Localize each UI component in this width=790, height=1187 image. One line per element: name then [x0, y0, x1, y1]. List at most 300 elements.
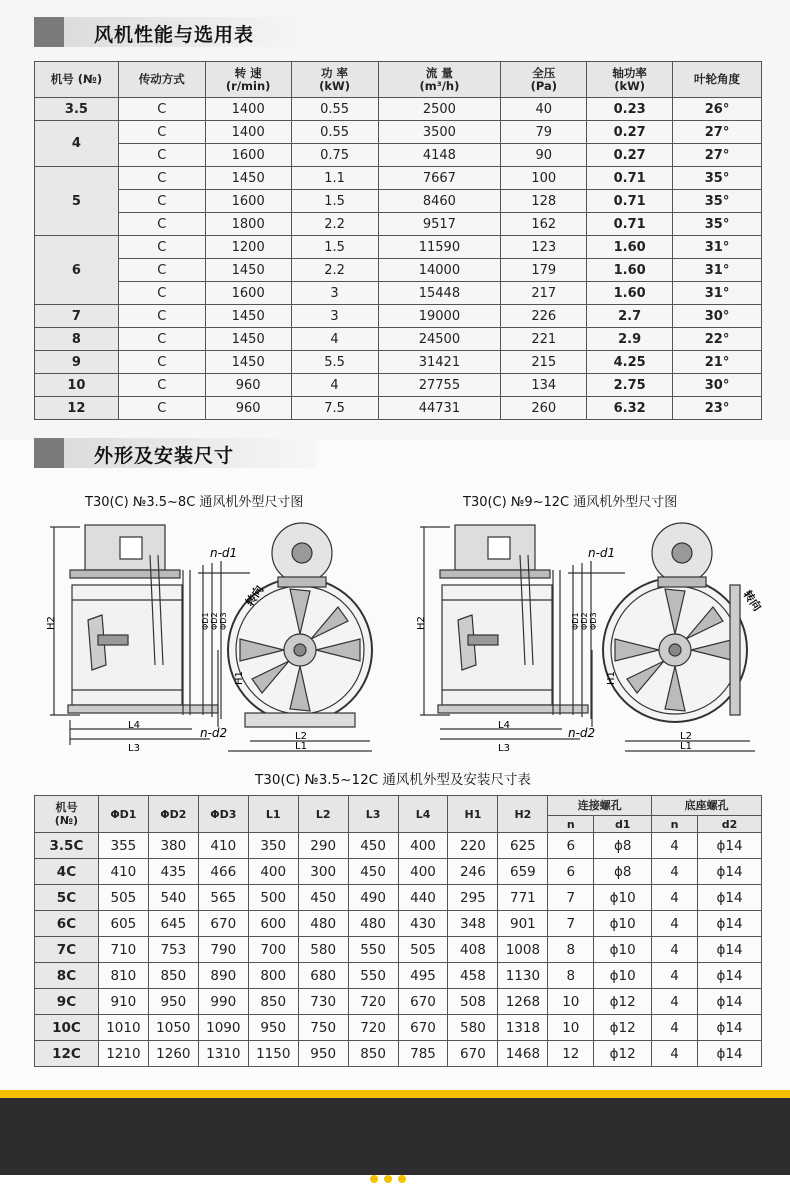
table-cell: ϕ14: [698, 833, 762, 859]
table-row: [35, 937, 762, 963]
dimension-table-caption: T30(C) №3.5~12C 通风机外型及安装尺寸表: [255, 772, 531, 788]
column-header: H1: [448, 796, 498, 833]
table-cell: C: [118, 351, 205, 374]
table-cell: ϕ14: [698, 1015, 762, 1041]
table-cell: 430: [398, 911, 448, 937]
table-cell: 380: [148, 833, 198, 859]
table-cell: 21°: [673, 351, 762, 374]
table-cell: 179: [501, 259, 587, 282]
table-cell: 79: [501, 121, 587, 144]
table-cell: 495: [398, 963, 448, 989]
table-cell: 960: [205, 374, 291, 397]
table-row: [35, 911, 762, 937]
table-cell: 1600: [205, 190, 291, 213]
table-cell: 348: [448, 911, 498, 937]
footer-band: [0, 1098, 790, 1175]
direction-label: 转向: [243, 583, 267, 609]
table-cell: 400: [248, 859, 298, 885]
table-cell: 4: [652, 859, 698, 885]
table-cell: C: [118, 397, 205, 420]
table-cell: 1600: [205, 282, 291, 305]
table-cell: ϕ10: [594, 911, 652, 937]
table-cell: 1.60: [587, 282, 673, 305]
model-number-cell: 4: [35, 121, 119, 167]
table-cell: 1400: [205, 98, 291, 121]
h1-label: H1: [606, 671, 617, 685]
table-cell: 2500: [378, 98, 501, 121]
table-cell: 435: [148, 859, 198, 885]
table-cell: 8: [548, 937, 594, 963]
table-cell: 1268: [498, 989, 548, 1015]
table-row: [35, 305, 762, 328]
table-cell: 7: [548, 885, 594, 911]
model-number-cell: 10: [35, 374, 119, 397]
table-cell: 1.60: [587, 236, 673, 259]
column-header: L3: [348, 796, 398, 833]
l1-label: L1: [680, 741, 692, 752]
table-cell: 950: [248, 1015, 298, 1041]
table-cell: 0.71: [587, 213, 673, 236]
table-cell: ϕ14: [698, 937, 762, 963]
table-cell: 670: [398, 1015, 448, 1041]
sub-header: n: [548, 816, 594, 833]
table-cell: 0.27: [587, 121, 673, 144]
section-marker: [34, 17, 64, 47]
table-cell: 890: [198, 963, 248, 989]
table-cell: 2.2: [291, 213, 378, 236]
table-cell: 0.23: [587, 98, 673, 121]
table-cell: ϕ14: [698, 911, 762, 937]
table-cell: 910: [98, 989, 148, 1015]
column-header: ΦD2: [148, 796, 198, 833]
table-cell: 625: [498, 833, 548, 859]
table-row: [35, 1015, 762, 1041]
table-cell: 26°: [673, 98, 762, 121]
d1-label: ΦD1: [201, 612, 210, 630]
d1-label: ΦD1: [571, 612, 580, 630]
table-cell: 2.7: [587, 305, 673, 328]
d3-label: ΦD3: [219, 612, 228, 630]
table-cell: 410: [198, 833, 248, 859]
table-cell: 408: [448, 937, 498, 963]
table-cell: 850: [248, 989, 298, 1015]
model-number-cell: 4C: [35, 859, 99, 885]
table-cell: 355: [98, 833, 148, 859]
column-header: L4: [398, 796, 448, 833]
table-cell: 27755: [378, 374, 501, 397]
d2-label: ΦD2: [210, 612, 219, 630]
table-cell: 4: [652, 989, 698, 1015]
table-cell: 600: [248, 911, 298, 937]
group-header-base: 底座螺孔: [652, 796, 762, 816]
table-cell: 950: [298, 1041, 348, 1067]
table-cell: 540: [148, 885, 198, 911]
table-cell: 710: [98, 937, 148, 963]
table-cell: 4: [652, 937, 698, 963]
table-cell: 1130: [498, 963, 548, 989]
section-marker: [34, 438, 64, 468]
table-cell: 4: [652, 911, 698, 937]
group-header-connection: 连接螺孔: [548, 796, 652, 816]
h1-label: H1: [234, 671, 245, 685]
table-cell: 480: [348, 911, 398, 937]
table-cell: C: [118, 167, 205, 190]
table-cell: 1468: [498, 1041, 548, 1067]
model-number-cell: 5: [35, 167, 119, 236]
table-cell: 810: [98, 963, 148, 989]
table-cell: 7667: [378, 167, 501, 190]
model-number-cell: 9C: [35, 989, 99, 1015]
table-cell: 35°: [673, 213, 762, 236]
table-cell: C: [118, 98, 205, 121]
table-cell: C: [118, 374, 205, 397]
table-header-row: [35, 62, 762, 98]
table-cell: C: [118, 236, 205, 259]
table-cell: 1310: [198, 1041, 248, 1067]
table-cell: 220: [448, 833, 498, 859]
table-cell: 450: [348, 859, 398, 885]
table-cell: 950: [148, 989, 198, 1015]
table-row: [35, 374, 762, 397]
table-cell: 27°: [673, 121, 762, 144]
nd2-label: n-d2: [200, 726, 228, 740]
table-cell: 440: [398, 885, 448, 911]
table-cell: 1318: [498, 1015, 548, 1041]
table-cell: 480: [298, 911, 348, 937]
table-cell: 1450: [205, 305, 291, 328]
table-cell: 10: [548, 1015, 594, 1041]
table-cell: 0.27: [587, 144, 673, 167]
table-cell: 215: [501, 351, 587, 374]
table-cell: 30°: [673, 374, 762, 397]
table-cell: 1450: [205, 351, 291, 374]
table-cell: 670: [448, 1041, 498, 1067]
section-title: 风机性能与选用表: [94, 24, 255, 46]
table-cell: 550: [348, 937, 398, 963]
table-cell: 400: [398, 833, 448, 859]
table-cell: ϕ12: [594, 989, 652, 1015]
table-cell: 8: [548, 963, 594, 989]
direction-label: 转向: [740, 588, 764, 614]
model-number-cell: 6C: [35, 911, 99, 937]
table-row: [35, 121, 762, 144]
table-cell: 31°: [673, 236, 762, 259]
column-header: H2: [498, 796, 548, 833]
table-cell: 134: [501, 374, 587, 397]
table-cell: 580: [448, 1015, 498, 1041]
model-number-cell: 12C: [35, 1041, 99, 1067]
table-cell: 6.32: [587, 397, 673, 420]
table-cell: 960: [205, 397, 291, 420]
model-number-cell: 3.5: [35, 98, 119, 121]
table-cell: 4: [652, 833, 698, 859]
table-cell: 2.75: [587, 374, 673, 397]
table-cell: 0.55: [291, 121, 378, 144]
table-cell: 1450: [205, 328, 291, 351]
column-header: 功 率 (kW): [291, 62, 378, 98]
table-row: [35, 351, 762, 374]
table-cell: ϕ8: [594, 833, 652, 859]
nd1-label: n-d1: [588, 546, 616, 560]
table-cell: 40: [501, 98, 587, 121]
table-cell: 450: [298, 885, 348, 911]
table-cell: 466: [198, 859, 248, 885]
model-number-cell: 7: [35, 305, 119, 328]
table-cell: 19000: [378, 305, 501, 328]
table-cell: 505: [398, 937, 448, 963]
table-cell: 400: [398, 859, 448, 885]
column-header: 叶轮角度: [673, 62, 762, 98]
table-cell: 645: [148, 911, 198, 937]
table-cell: 720: [348, 1015, 398, 1041]
d3-label: ΦD3: [589, 612, 598, 630]
table-cell: 12: [548, 1041, 594, 1067]
table-row: [35, 282, 762, 305]
table-cell: 100: [501, 167, 587, 190]
table-cell: ϕ12: [594, 1015, 652, 1041]
l4-label: L4: [128, 720, 140, 731]
l2-label: L2: [680, 731, 692, 742]
table-cell: 15448: [378, 282, 501, 305]
column-header: L1: [248, 796, 298, 833]
table-cell: 990: [198, 989, 248, 1015]
table-cell: 4: [652, 1015, 698, 1041]
table-cell: 1400: [205, 121, 291, 144]
table-cell: 4: [652, 1041, 698, 1067]
table-cell: 0.75: [291, 144, 378, 167]
table-cell: 221: [501, 328, 587, 351]
table-cell: C: [118, 144, 205, 167]
table-cell: 30°: [673, 305, 762, 328]
table-cell: 14000: [378, 259, 501, 282]
table-cell: ϕ14: [698, 989, 762, 1015]
table-cell: 1.5: [291, 236, 378, 259]
table-cell: 162: [501, 213, 587, 236]
table-cell: 670: [198, 911, 248, 937]
table-cell: 290: [298, 833, 348, 859]
table-row: [35, 259, 762, 282]
table-cell: ϕ14: [698, 885, 762, 911]
table-cell: 850: [348, 1041, 398, 1067]
table-cell: 790: [198, 937, 248, 963]
table-cell: 0.71: [587, 190, 673, 213]
table-cell: ϕ14: [698, 963, 762, 989]
l1-label: L1: [295, 741, 307, 752]
table-cell: 800: [248, 963, 298, 989]
table-cell: 659: [498, 859, 548, 885]
table-cell: C: [118, 190, 205, 213]
table-cell: 128: [501, 190, 587, 213]
table-cell: 730: [298, 989, 348, 1015]
table-cell: 1.1: [291, 167, 378, 190]
model-number-cell: 7C: [35, 937, 99, 963]
model-number-cell: 8: [35, 328, 119, 351]
table-cell: ϕ10: [594, 963, 652, 989]
table-cell: 226: [501, 305, 587, 328]
column-header: 全压 (Pa): [501, 62, 587, 98]
section-header-performance: [34, 17, 316, 47]
table-cell: 500: [248, 885, 298, 911]
table-cell: 7.5: [291, 397, 378, 420]
column-header: 轴功率 (kW): [587, 62, 673, 98]
table-cell: 580: [298, 937, 348, 963]
table-cell: C: [118, 213, 205, 236]
table-cell: 0.55: [291, 98, 378, 121]
sub-header: d1: [594, 816, 652, 833]
table-row: [35, 833, 762, 859]
table-cell: 0.71: [587, 167, 673, 190]
left-diagram-caption: T30(C) №3.5~8C 通风机外型尺寸图: [85, 495, 304, 510]
column-header: 机号 (№): [35, 62, 119, 98]
h2-label: H2: [416, 616, 427, 630]
l4-label: L4: [498, 720, 510, 731]
table-cell: 565: [198, 885, 248, 911]
table-cell: 350: [248, 833, 298, 859]
table-cell: 11590: [378, 236, 501, 259]
table-cell: 505: [98, 885, 148, 911]
table-cell: 4148: [378, 144, 501, 167]
table-cell: 260: [501, 397, 587, 420]
table-cell: 31°: [673, 259, 762, 282]
table-row: [35, 397, 762, 420]
table-cell: 680: [298, 963, 348, 989]
sub-header: n: [652, 816, 698, 833]
table-cell: 490: [348, 885, 398, 911]
table-cell: 450: [348, 833, 398, 859]
table-cell: 1800: [205, 213, 291, 236]
l3-label: L3: [498, 743, 510, 754]
table-cell: 750: [298, 1015, 348, 1041]
table-cell: 24500: [378, 328, 501, 351]
table-cell: 1050: [148, 1015, 198, 1041]
table-header-row: [35, 796, 762, 816]
table-cell: 1010: [98, 1015, 148, 1041]
table-row: [35, 963, 762, 989]
column-header: 流 量 (m³/h): [378, 62, 501, 98]
table-cell: 4: [291, 374, 378, 397]
table-cell: 7: [548, 911, 594, 937]
table-cell: 1200: [205, 236, 291, 259]
table-cell: 410: [98, 859, 148, 885]
table-cell: 6: [548, 833, 594, 859]
table-cell: 1008: [498, 937, 548, 963]
model-number-cell: 8C: [35, 963, 99, 989]
table-cell: 44731: [378, 397, 501, 420]
table-cell: C: [118, 259, 205, 282]
table-cell: 123: [501, 236, 587, 259]
table-cell: 850: [148, 963, 198, 989]
table-cell: 1210: [98, 1041, 148, 1067]
column-header: 传动方式: [118, 62, 205, 98]
d2-label: ΦD2: [580, 612, 589, 630]
table-cell: 1.60: [587, 259, 673, 282]
model-number-cell: 3.5C: [35, 833, 99, 859]
section-header-dimensions: [34, 438, 316, 468]
column-header: L2: [298, 796, 348, 833]
table-cell: 670: [398, 989, 448, 1015]
l2-label: L2: [295, 731, 307, 742]
right-diagram-caption: T30(C) №9~12C 通风机外型尺寸图: [463, 495, 678, 510]
table-cell: 1090: [198, 1015, 248, 1041]
table-row: [35, 989, 762, 1015]
dimension-table: [34, 795, 762, 1067]
column-header: ΦD1: [98, 796, 148, 833]
table-cell: 550: [348, 963, 398, 989]
table-cell: 295: [448, 885, 498, 911]
fan-diagram-right: [410, 515, 780, 760]
table-cell: 1600: [205, 144, 291, 167]
nd1-label: n-d1: [210, 546, 238, 560]
table-cell: ϕ14: [698, 1041, 762, 1067]
table-cell: 300: [298, 859, 348, 885]
table-cell: 1150: [248, 1041, 298, 1067]
table-cell: 90: [501, 144, 587, 167]
table-cell: 700: [248, 937, 298, 963]
table-row: [35, 190, 762, 213]
table-cell: 217: [501, 282, 587, 305]
table-cell: 3500: [378, 121, 501, 144]
table-cell: 246: [448, 859, 498, 885]
table-cell: ϕ10: [594, 885, 652, 911]
table-cell: ϕ10: [594, 937, 652, 963]
table-cell: 1.5: [291, 190, 378, 213]
table-cell: 1450: [205, 259, 291, 282]
table-cell: 753: [148, 937, 198, 963]
table-cell: 31421: [378, 351, 501, 374]
model-number-cell: 5C: [35, 885, 99, 911]
model-number-cell: 6: [35, 236, 119, 305]
table-row: [35, 859, 762, 885]
sub-header: d2: [698, 816, 762, 833]
table-cell: C: [118, 282, 205, 305]
table-row: [35, 213, 762, 236]
model-number-cell: 9: [35, 351, 119, 374]
table-row: [35, 236, 762, 259]
table-row: [35, 98, 762, 121]
table-cell: 2.2: [291, 259, 378, 282]
table-cell: 31°: [673, 282, 762, 305]
table-cell: 508: [448, 989, 498, 1015]
table-cell: 27°: [673, 144, 762, 167]
table-row: [35, 1041, 762, 1067]
table-cell: C: [118, 328, 205, 351]
table-row: [35, 885, 762, 911]
column-header: 机号 (№): [35, 796, 99, 833]
column-header: 转 速 (r/min): [205, 62, 291, 98]
table-cell: 9517: [378, 213, 501, 236]
table-cell: 2.9: [587, 328, 673, 351]
table-cell: 458: [448, 963, 498, 989]
table-cell: 5.5: [291, 351, 378, 374]
table-cell: 8460: [378, 190, 501, 213]
l3-label: L3: [128, 743, 140, 754]
accent-stripe: [0, 1090, 790, 1098]
table-cell: 23°: [673, 397, 762, 420]
nd2-label: n-d2: [568, 726, 596, 740]
table-cell: 901: [498, 911, 548, 937]
table-cell: 1260: [148, 1041, 198, 1067]
table-cell: ϕ8: [594, 859, 652, 885]
table-cell: 3: [291, 305, 378, 328]
table-cell: C: [118, 305, 205, 328]
table-cell: 785: [398, 1041, 448, 1067]
table-row: [35, 167, 762, 190]
column-header: ΦD3: [198, 796, 248, 833]
performance-table: [34, 61, 762, 420]
table-cell: ϕ14: [698, 859, 762, 885]
fan-diagram-left: [40, 515, 400, 760]
model-number-cell: 10C: [35, 1015, 99, 1041]
